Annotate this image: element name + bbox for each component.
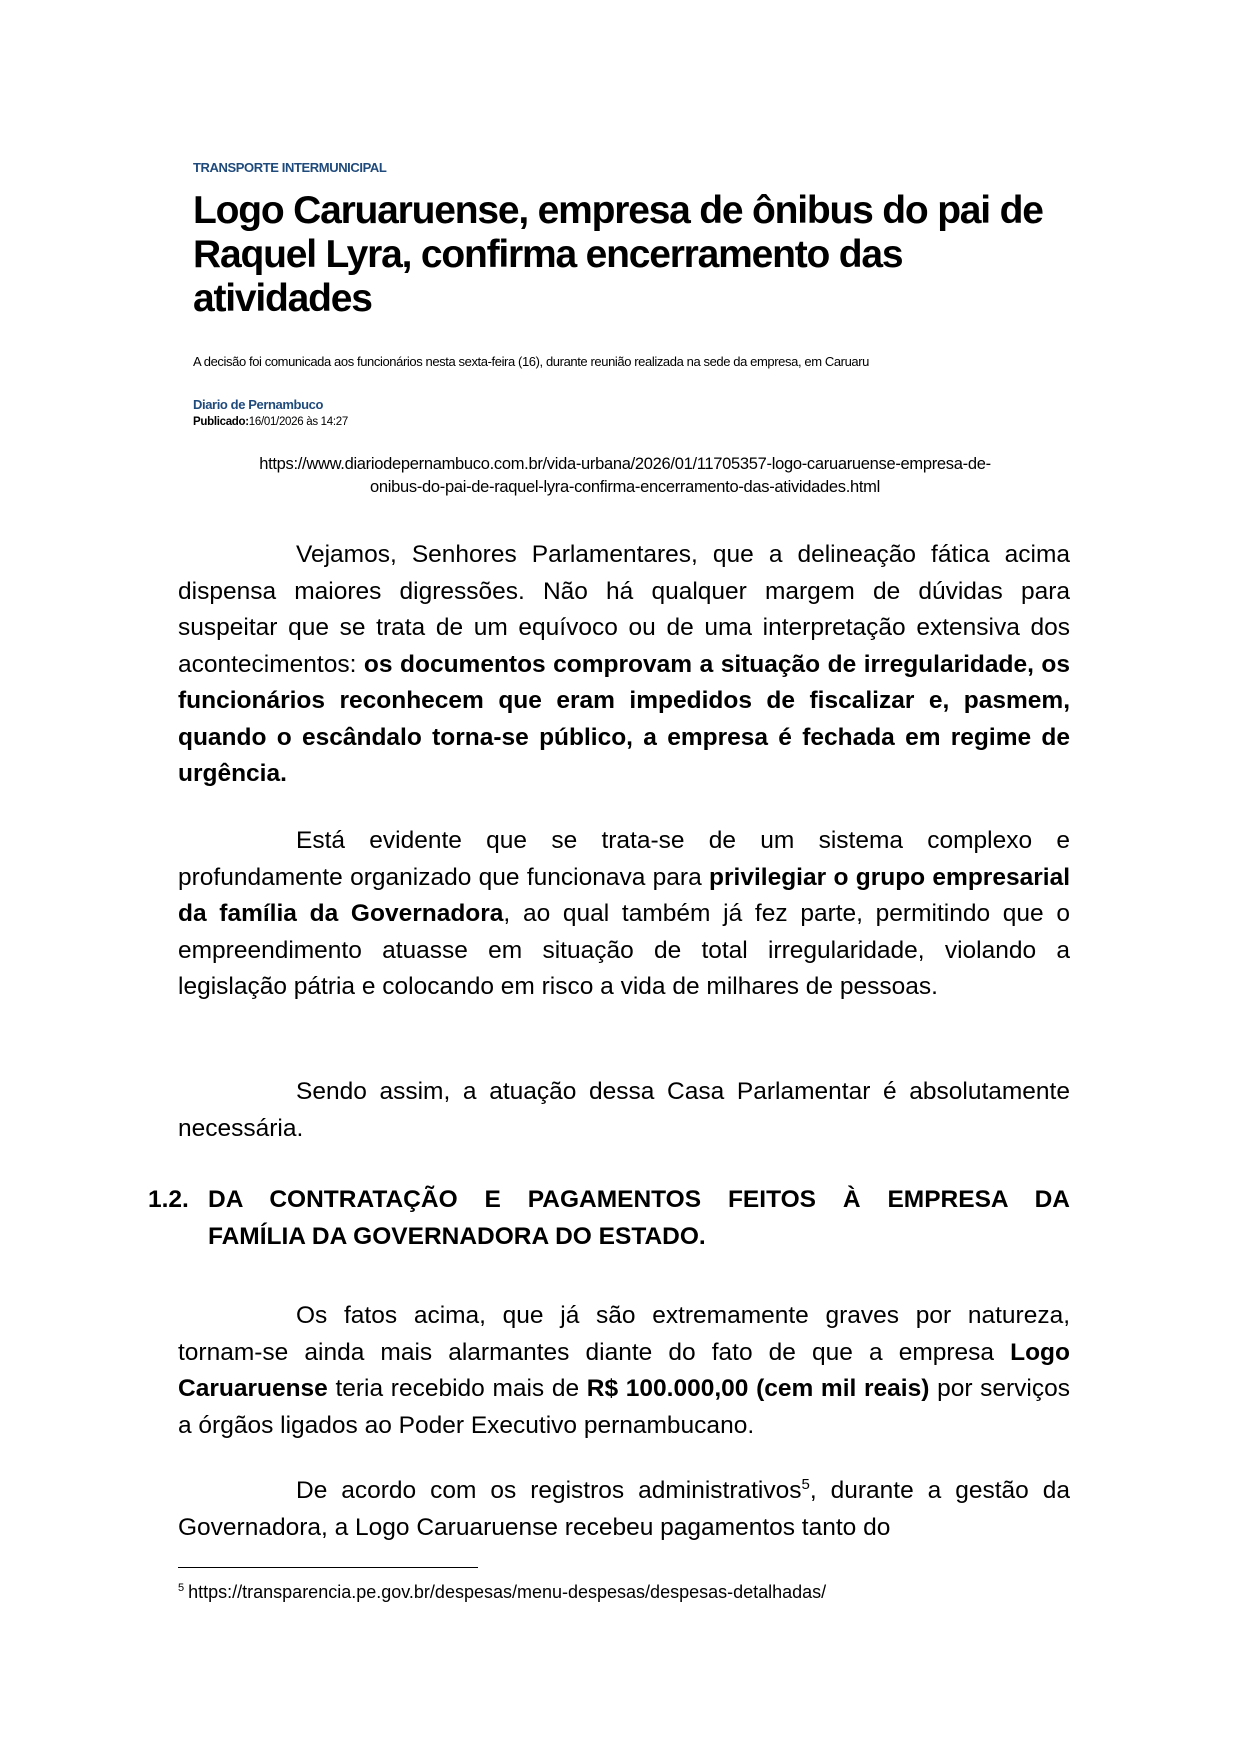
- footnote-reference[interactable]: 5: [801, 1475, 810, 1493]
- section-heading: [148, 1182, 1070, 1255]
- paragraph-4-bold-amount: R$ 100.000,00 (cem mil reais): [586, 1375, 930, 1402]
- news-headline: Logo Caruaruense, empresa de ônibus do pai de Raquel Lyra, confirma encerramento das atividades: [193, 189, 1043, 320]
- paragraph-3-text: Sendo assim, a atuação dessa Casa Parlamentar é absolutamente necessária.: [178, 1078, 1070, 1142]
- paragraph-1: [178, 537, 1070, 793]
- footnote-link[interactable]: https://transparencia.pe.gov.br/despesas/menu-despesas/despesas-detalhadas/: [188, 1582, 827, 1602]
- paragraph-5: [178, 1473, 1070, 1546]
- paragraph-2-text-b: , ao qual também já fez parte, permitindo que o empreendimento atuasse em situação de total irregularidade, violando a legislação pátria e colocando em risco a vida de milhares de pessoas.: [178, 900, 1070, 1000]
- section-title-1: DA CONTRATAÇÃO E PAGAMENTOS FEITOS À EMPRESA DA: [208, 1186, 1070, 1213]
- paragraph-2-text-a: Está evidente que se trata-se de um sistema complexo e profundamente organizado que funcionava para: [178, 827, 1070, 891]
- paragraph-2: [178, 823, 1070, 1006]
- published-label: Publicado:: [193, 416, 249, 428]
- news-clipping: [193, 160, 1053, 428]
- footnote-mark: 5: [178, 1582, 185, 1594]
- footnote: [178, 1580, 826, 1604]
- news-subtitle: A decisão foi comunicada aos funcionários nesta sexta-feira (16), durante reunião realizada na sede da empresa, em Caruaru: [193, 354, 870, 369]
- news-category: TRANSPORTE INTERMUNICIPAL: [193, 160, 387, 175]
- paragraph-1-bold: os documentos comprovam a situação de irregularidade, os funcionários reconhecem que eram impedidos de fiscalizar e, pasmem, quando o escândalo torna-se público, a empresa é fechada em regime de urgência.: [178, 650, 1070, 787]
- section-heading-line-1: [148, 1182, 1070, 1219]
- section-number: 1.2.: [148, 1186, 189, 1213]
- source-url-line-1: https://www.diariodepernambuco.com.br/vida-urbana/2026/01/11705357-logo-caruaruense-empresa-de-: [259, 455, 991, 473]
- source-url-caption: [180, 453, 1070, 499]
- footnote-divider: [178, 1567, 478, 1568]
- paragraph-4-text-b: teria recebido mais de: [327, 1375, 587, 1402]
- paragraph-3: [178, 1074, 1070, 1147]
- paragraph-4: [178, 1298, 1070, 1444]
- section-heading-line-2: FAMÍLIA DA GOVERNADORA DO ESTADO.: [208, 1222, 706, 1250]
- paragraph-5-text-a: De acordo com os registros administrativos: [296, 1477, 802, 1504]
- paragraph-4-bold-company: Logo Caruaruense: [178, 1338, 1070, 1402]
- news-published: [193, 416, 1053, 428]
- paragraph-1-text: Vejamos, Senhores Parlamentares, que a delineação fática acima dispensa maiores digressões. Não há qualquer margem de dúvidas para suspeitar que se trata de um equívoco ou de uma interpretação extensiva dos acontecimentos:: [178, 541, 1070, 678]
- paragraph-2-bold: privilegiar o grupo empresarial da família da Governadora: [178, 863, 1070, 927]
- news-source: Diario de Pernambuco: [193, 397, 323, 412]
- paragraph-4-text-a: Os fatos acima, que já são extremamente graves por natureza, tornam-se ainda mais alarmantes diante do fato de que a empresa: [178, 1302, 1070, 1366]
- published-value: 16/01/2026 às 14:27: [248, 416, 348, 428]
- paragraph-4-text-c: por serviços a órgãos ligados ao Poder Executivo pernambucano.: [178, 1375, 1070, 1439]
- source-url-line-2: onibus-do-pai-de-raquel-lyra-confirma-encerramento-das-atividades.html: [370, 478, 880, 496]
- paragraph-5-text-b: , durante a gestão da Governadora, a Logo Caruaruense recebeu pagamentos tanto do: [178, 1477, 1070, 1541]
